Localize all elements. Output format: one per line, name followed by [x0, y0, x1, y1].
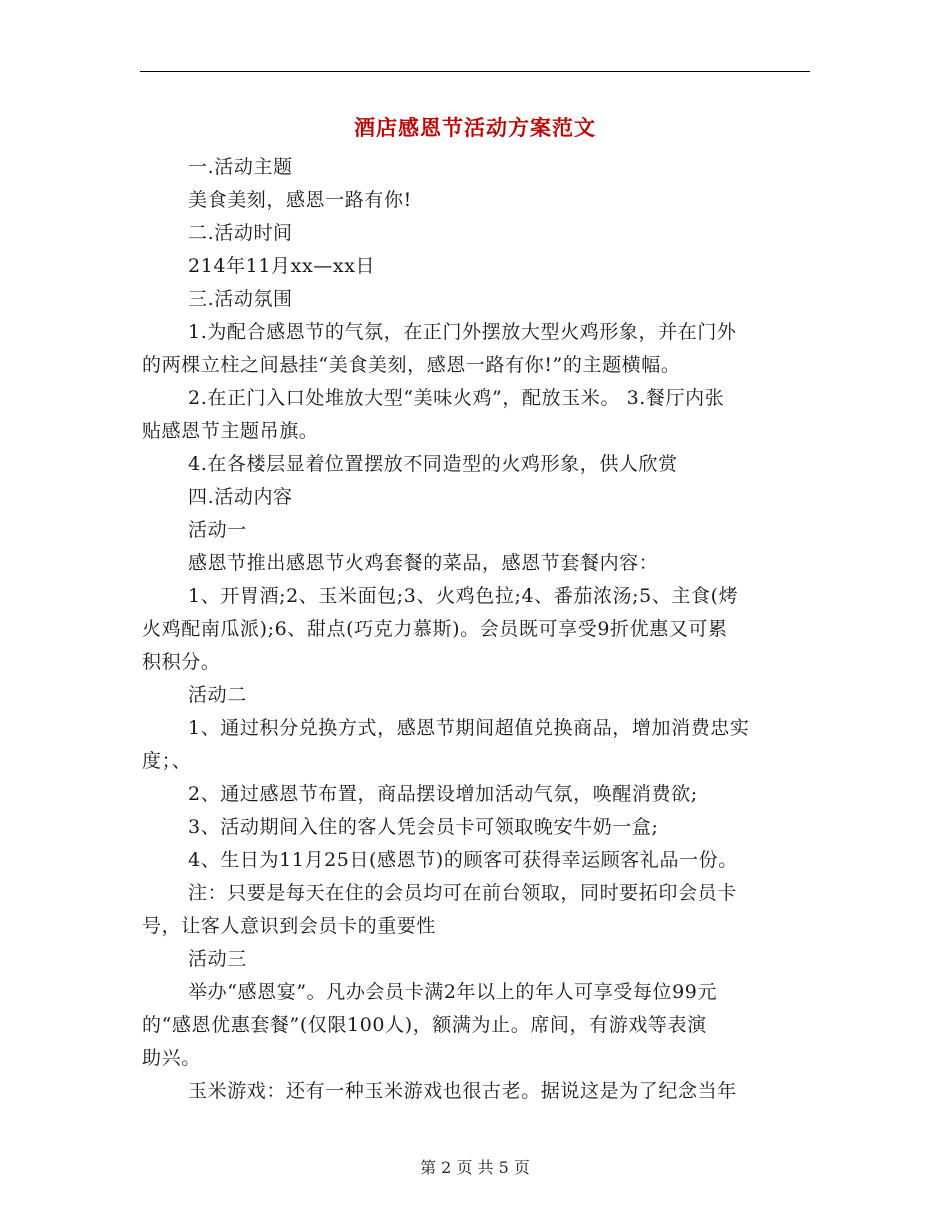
paragraph-line: 度；、 [142, 750, 192, 772]
section-heading-4: 四.活动内容 [188, 486, 293, 508]
page-number: 第 2 页 共 5 页 [420, 1158, 530, 1177]
paragraph-line: 助兴。 [142, 1047, 201, 1069]
paragraph-line: 1.为配合感恩节的气氛，在正门外摆放大型火鸡形象，并在门外 [188, 321, 737, 343]
paragraph-line: 美食美刻，感恩一路有你! [188, 189, 412, 211]
paragraph-line: 的两棵立柱之间悬挂“美食美刻，感恩一路有你!”的主题横幅。 [142, 354, 681, 376]
section-heading-3: 三.活动氛围 [188, 288, 293, 310]
paragraph-line: 4.在各楼层显着位置摆放不同造型的火鸡形象，供人欣赏 [188, 453, 678, 475]
activity-heading-3: 活动三 [188, 948, 247, 970]
paragraph-line: 积积分。 [142, 651, 221, 673]
paragraph-line: 2.在正门入口处堆放大型“美味火鸡”，配放玉米。 3.餐厅内张 [188, 387, 725, 409]
paragraph-line: 2、通过感恩节布置，商品摆设增加活动气氛，唤醒消费欲; [188, 783, 698, 805]
header-rule [140, 71, 810, 72]
note-line: 号，让客人意识到会员卡的重要性 [142, 915, 437, 937]
paragraph-line: 的“感恩优惠套餐”(仅限100人)，额满为止。席间，有游戏等表演 [142, 1014, 707, 1036]
activity-heading-2: 活动二 [188, 684, 247, 706]
paragraph-line: 1、开胃酒;2、玉米面包;3、火鸡色拉;4、番茄浓汤;5、主食(烤 [188, 585, 739, 607]
activity-heading-1: 活动一 [188, 519, 247, 541]
paragraph-line: 火鸡配南瓜派);6、甜点(巧克力慕斯)。会员既可享受9折优惠又可累 [142, 618, 728, 640]
paragraph-line: 玉米游戏：还有一种玉米游戏也很古老。据说这是为了纪念当年 [188, 1080, 737, 1102]
section-heading-1: 一.活动主题 [188, 156, 293, 178]
paragraph-line: 感恩节推出感恩节火鸡套餐的菜品，感恩节套餐内容： [188, 552, 659, 574]
paragraph-line: 1、通过积分兑换方式，感恩节期间超值兑换商品，增加消费忠实 [188, 717, 750, 739]
paragraph-line: 举办“感恩宴”。凡办会员卡满2年以上的年人可享受每位99元 [188, 981, 718, 1003]
note-line: 注：只要是每天在住的会员均可在前台领取，同时要拓印会员卡 [188, 882, 737, 904]
paragraph-line: 贴感恩节主题吊旗。 [142, 420, 319, 442]
document-title: 酒店感恩节活动方案范文 [354, 115, 596, 140]
section-heading-2: 二.活动时间 [188, 222, 293, 244]
paragraph-line: 3、活动期间入住的客人凭会员卡可领取晚安牛奶一盒; [188, 816, 659, 838]
paragraph-line: 214年11月xx—xx日 [188, 255, 376, 277]
paragraph-line: 4、生日为11月25日(感恩节)的顾客可获得幸运顾客礼品一份。 [188, 849, 738, 871]
